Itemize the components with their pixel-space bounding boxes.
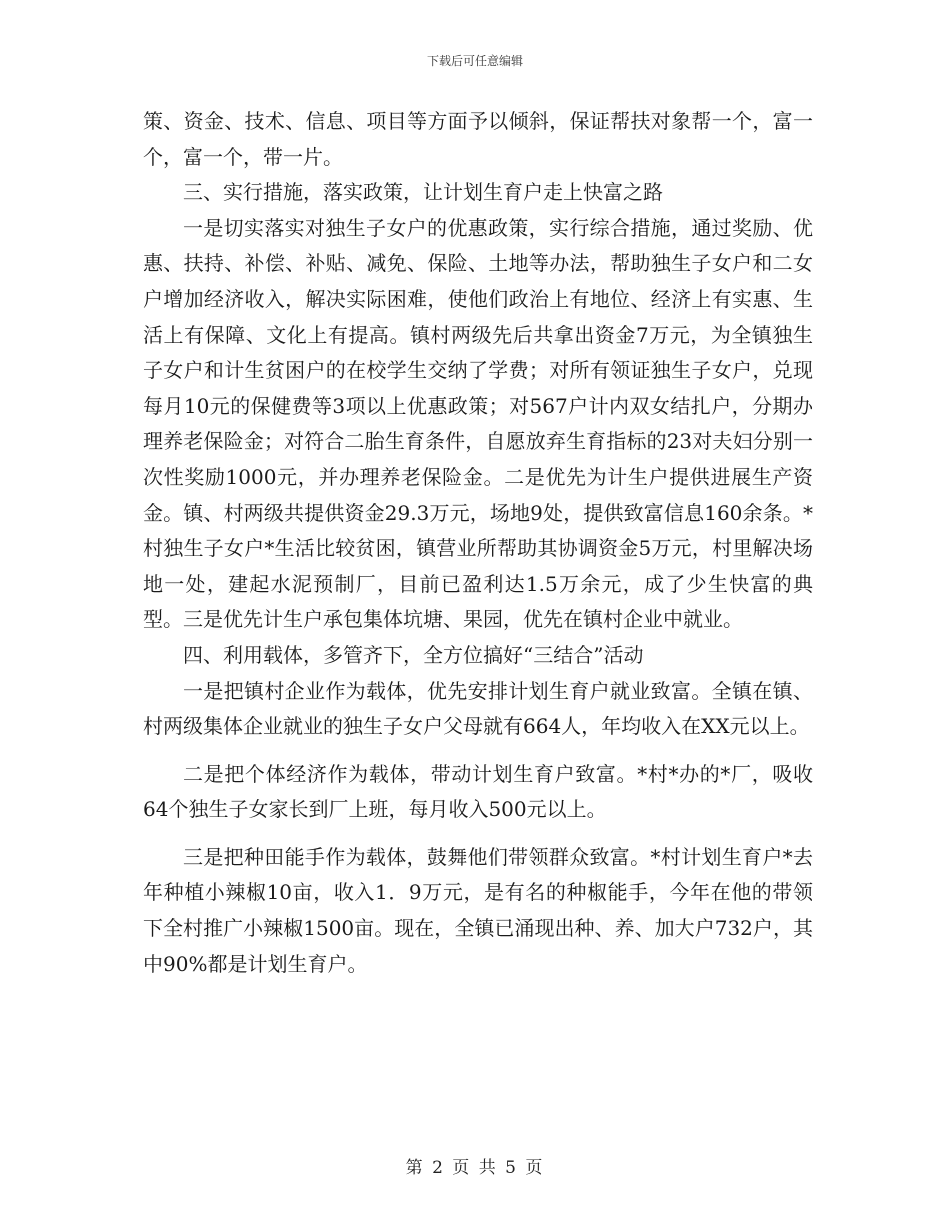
paragraph-private-economy-carrier: 二是把个体经济作为载体，带动计划生育户致富。*村*办的*厂，吸收64个独生子女家长到厂上班，每月收入500元以上。: [143, 761, 813, 822]
document-body: [143, 104, 813, 982]
section-heading-three: 三、实行措施，落实政策，让计划生育户走上快富之路: [183, 180, 663, 205]
paragraph-enterprise-carrier: 一是把镇村企业作为载体，优先安排计划生育户就业致富。全镇在镇、村两级集体企业就业的独生子女户父母就有664人，年均收入在XX元以上。: [143, 678, 813, 739]
paragraph-policy-measures: 一是切实落实对独生子女户的优惠政策，实行综合措施，通过奖励、优惠、扶持、补偿、补贴、减免、保险、土地等办法，帮助独生子女户和二女户增加经济收入，解决实际困难，使他们政治上有地位、经济上有实惠、生活上有保障、文化上有提高。镇村两级先后共拿出资金7万元，为全镇独生子女户和计生贫困户的在校学生交纳了学费；对所有领证独生子女户，兑现每月10元的保健费等3项以上优惠政策；对567户计内双女结扎户，分期办理养老保险金；对符合二胎生育条件，自愿放弃生育指标的23对夫妇分别一次性奖励1000元，并办理养老保险金。二是优先为计生户提供进展生产资金。镇、村两级共提供资金29.3万元，场地9处，提供致富信息160余条。*村独生子女户*生活比较贫困，镇营业所帮助其协调资金5万元，村里解决场地一处，建起水泥预制厂，目前已盈利达1.5万余元，成了少生快富的典型。三是优先计生户承包集体坑塘、果园，优先在镇村企业中就业。: [143, 215, 813, 632]
paragraph-continuation: 策、资金、技术、信息、项目等方面予以倾斜，保证帮扶对象帮一个，富一个，富一个，带一片。: [143, 109, 813, 169]
section-heading-four: 四、利用载体，多管齐下，全方位搞好“三结合”活动: [183, 642, 644, 667]
page-header: 下载后可任意编辑: [426, 54, 523, 68]
paragraph-farming-expert-carrier: 三是把种田能手作为载体，鼓舞他们带领群众致富。*村计划生育户*去年种植小辣椒10亩，收入1．9万元，是有名的种椒能手，今年在他的带领下全村推广小辣椒1500亩。现在，全镇已涌现出种、养、加大户732户，其中90%都是计划生育户。: [143, 844, 813, 976]
page-footer-page-number: 第 2 页 共 5 页: [405, 1158, 545, 1178]
